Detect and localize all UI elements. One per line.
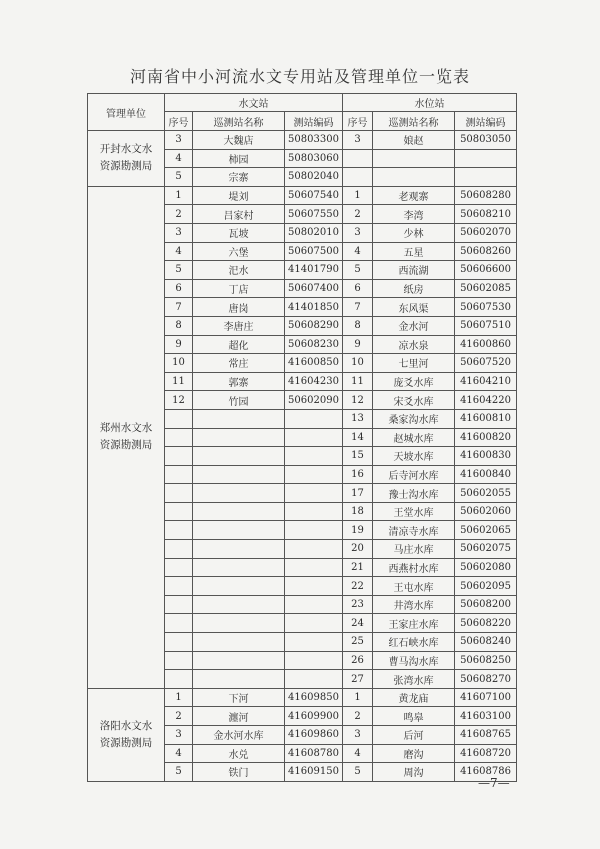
level-code-cell: 41608720 [455,744,517,763]
hydro-seq-cell: 4 [165,242,193,261]
hydro-code-cell [285,409,343,428]
hydro-name-cell: 宗寨 [193,168,285,187]
header-hydro-station: 水文站 [165,94,343,112]
level-name-cell: 后河 [373,726,455,745]
level-name-cell: 马庄水库 [373,540,455,559]
header-station-name: 巡测站名称 [193,112,285,131]
hydro-name-cell [193,447,285,466]
level-code-cell: 50608200 [455,595,517,614]
hydro-seq-cell: 3 [165,726,193,745]
header-seq: 序号 [165,112,193,131]
level-code-cell: 50607520 [455,354,517,373]
hydro-name-cell: 汜水 [193,261,285,280]
level-seq-cell [343,149,373,168]
level-code-cell [455,149,517,168]
management-unit-cell [88,688,165,781]
hydro-name-cell: 郭寨 [193,372,285,391]
hydro-name-cell: 六堡 [193,242,285,261]
level-name-cell: 天坡水库 [373,447,455,466]
level-name-cell: 红石峡水库 [373,633,455,652]
hydro-code-cell: 41608780 [285,744,343,763]
hydro-seq-cell: 5 [165,763,193,782]
hydro-seq-cell [165,484,193,503]
hydro-code-cell: 50602090 [285,391,343,410]
hydro-seq-cell: 11 [165,372,193,391]
hydro-seq-cell: 7 [165,298,193,317]
hydro-seq-cell: 1 [165,186,193,205]
level-name-cell: 李湾 [373,205,455,224]
hydro-code-cell: 50607540 [285,186,343,205]
level-name-cell: 金水河 [373,316,455,335]
level-seq-cell: 5 [343,763,373,782]
hydro-code-cell: 50608230 [285,335,343,354]
level-code-cell [455,168,517,187]
hydro-name-cell: 瀍河 [193,707,285,726]
level-code-cell: 41607100 [455,688,517,707]
level-seq-cell: 14 [343,428,373,447]
level-name-cell: 王家庄水库 [373,614,455,633]
hydro-seq-cell: 2 [165,707,193,726]
hydro-name-cell [193,409,285,428]
level-name-cell: 西燕村水库 [373,558,455,577]
table-row [88,186,517,205]
level-code-cell: 50602080 [455,558,517,577]
hydro-code-cell [285,521,343,540]
table-row [88,131,517,150]
hydro-seq-cell: 4 [165,744,193,763]
hydro-code-cell [285,558,343,577]
level-name-cell: 王屯水库 [373,577,455,596]
level-code-cell: 50602065 [455,521,517,540]
hydro-code-cell [285,633,343,652]
level-name-cell: 磨沟 [373,744,455,763]
hydro-seq-cell [165,540,193,559]
management-unit-cell [88,186,165,688]
hydro-seq-cell [165,428,193,447]
hydro-seq-cell [165,409,193,428]
hydro-name-cell: 超化 [193,335,285,354]
level-seq-cell: 22 [343,577,373,596]
level-name-cell: 庞爻水库 [373,372,455,391]
table-body [88,131,517,782]
level-code-cell: 50608220 [455,614,517,633]
hydro-name-cell: 水兑 [193,744,285,763]
hydro-name-cell: 瓦坡 [193,223,285,242]
hydro-code-cell [285,577,343,596]
level-seq-cell: 6 [343,279,373,298]
hydro-seq-cell [165,651,193,670]
level-code-cell: 50607530 [455,298,517,317]
level-name-cell: 王堂水库 [373,502,455,521]
page-title: 河南省中小河流水文专用站及管理单位一览表 [129,67,470,86]
level-code-cell: 50602070 [455,223,517,242]
management-unit-cell [88,131,165,187]
hydro-seq-cell [165,633,193,652]
hydro-code-cell: 50607400 [285,279,343,298]
level-code-cell: 41600860 [455,335,517,354]
level-seq-cell: 4 [343,744,373,763]
hydro-code-cell [285,670,343,689]
hydro-seq-cell [165,558,193,577]
level-name-cell: 后寺河水库 [373,465,455,484]
level-name-cell: 凉水泉 [373,335,455,354]
management-unit-label: 郑州水文水资源勘测局 [99,422,153,452]
level-seq-cell: 26 [343,651,373,670]
level-seq-cell: 7 [343,298,373,317]
hydro-name-cell: 丁店 [193,279,285,298]
hydro-code-cell [285,595,343,614]
level-seq-cell: 5 [343,261,373,280]
hydro-seq-cell [165,595,193,614]
level-seq-cell: 23 [343,595,373,614]
hydro-seq-cell: 5 [165,168,193,187]
hydro-seq-cell: 10 [165,354,193,373]
hydro-name-cell: 常庄 [193,354,285,373]
level-code-cell: 41608765 [455,726,517,745]
level-seq-cell: 10 [343,354,373,373]
level-name-cell: 桑家沟水库 [373,409,455,428]
level-seq-cell: 13 [343,409,373,428]
level-code-cell: 41600830 [455,447,517,466]
level-seq-cell: 20 [343,540,373,559]
level-code-cell: 41604220 [455,391,517,410]
level-code-cell: 50608260 [455,242,517,261]
level-seq-cell: 15 [343,447,373,466]
hydro-code-cell: 41609150 [285,763,343,782]
level-name-cell: 老观寨 [373,186,455,205]
hydro-name-cell: 竹园 [193,391,285,410]
hydro-name-cell [193,502,285,521]
level-code-cell: 41608786 [455,763,517,782]
level-code-cell: 50607510 [455,316,517,335]
hydro-code-cell: 41609850 [285,688,343,707]
hydro-name-cell: 铁门 [193,763,285,782]
hydro-code-cell [285,502,343,521]
hydro-name-cell [193,540,285,559]
level-name-cell: 少林 [373,223,455,242]
level-seq-cell: 9 [343,335,373,354]
hydro-code-cell: 50803300 [285,131,343,150]
hydro-name-cell: 大魏店 [193,131,285,150]
hydro-code-cell: 50607550 [285,205,343,224]
header-water-level-station: 水位站 [343,94,517,112]
level-name-cell: 张湾水库 [373,670,455,689]
level-seq-cell: 18 [343,502,373,521]
hydro-name-cell [193,670,285,689]
hydro-seq-cell: 9 [165,335,193,354]
level-code-cell: 50606600 [455,261,517,280]
level-seq-cell: 3 [343,223,373,242]
level-seq-cell: 17 [343,484,373,503]
station-table [87,93,517,782]
level-name-cell: 周沟 [373,763,455,782]
hydro-name-cell [193,651,285,670]
hydro-code-cell: 41604230 [285,372,343,391]
level-seq-cell: 3 [343,131,373,150]
hydro-seq-cell [165,502,193,521]
level-code-cell: 50803050 [455,131,517,150]
hydro-seq-cell: 12 [165,391,193,410]
level-seq-cell: 12 [343,391,373,410]
management-unit-label: 开封水文水资源勘测局 [99,143,153,173]
level-code-cell: 50608240 [455,633,517,652]
header-station-code: 测站编码 [455,112,517,131]
level-name-cell: 东风渠 [373,298,455,317]
level-seq-cell: 2 [343,205,373,224]
level-name-cell: 豫士沟水库 [373,484,455,503]
hydro-name-cell [193,484,285,503]
hydro-seq-cell [165,577,193,596]
level-name-cell: 黄龙庙 [373,688,455,707]
hydro-code-cell: 50608290 [285,316,343,335]
page-number: —7— [478,776,510,790]
level-code-cell: 41600840 [455,465,517,484]
level-seq-cell: 24 [343,614,373,633]
hydro-seq-cell: 6 [165,279,193,298]
header-station-code: 测站编码 [285,112,343,131]
level-seq-cell: 27 [343,670,373,689]
hydro-code-cell: 50802040 [285,168,343,187]
hydro-seq-cell: 5 [165,261,193,280]
hydro-seq-cell [165,670,193,689]
hydro-seq-cell [165,521,193,540]
table-row [88,688,517,707]
hydro-code-cell [285,465,343,484]
hydro-seq-cell [165,614,193,633]
hydro-seq-cell: 3 [165,131,193,150]
level-code-cell: 41604210 [455,372,517,391]
level-name-cell: 七里河 [373,354,455,373]
level-name-cell: 五星 [373,242,455,261]
header-unit: 管理单位 [88,94,165,131]
hydro-code-cell [285,428,343,447]
level-code-cell: 50608210 [455,205,517,224]
hydro-code-cell: 41401790 [285,261,343,280]
level-code-cell: 41600810 [455,409,517,428]
hydro-code-cell: 41609900 [285,707,343,726]
level-seq-cell: 8 [343,316,373,335]
level-name-cell: 清凉寺水库 [373,521,455,540]
header-seq: 序号 [343,112,373,131]
hydro-name-cell [193,558,285,577]
hydro-code-cell [285,651,343,670]
level-name-cell: 纸房 [373,279,455,298]
hydro-name-cell: 金水河水库 [193,726,285,745]
level-seq-cell: 2 [343,707,373,726]
hydro-seq-cell [165,465,193,484]
header-row-1 [88,94,517,112]
level-name-cell: 曹马沟水库 [373,651,455,670]
level-code-cell: 50608280 [455,186,517,205]
hydro-code-cell: 41600850 [285,354,343,373]
hydro-name-cell [193,595,285,614]
hydro-code-cell: 41401850 [285,298,343,317]
level-seq-cell: 4 [343,242,373,261]
level-code-cell: 50602055 [455,484,517,503]
level-code-cell: 50602085 [455,279,517,298]
hydro-name-cell [193,465,285,484]
level-seq-cell: 3 [343,726,373,745]
level-name-cell: 井湾水库 [373,595,455,614]
level-name-cell: 赵城水库 [373,428,455,447]
level-seq-cell: 16 [343,465,373,484]
header-station-name: 巡测站名称 [373,112,455,131]
hydro-seq-cell: 2 [165,205,193,224]
hydro-code-cell: 50803060 [285,149,343,168]
level-code-cell: 50602075 [455,540,517,559]
hydro-name-cell: 柿园 [193,149,285,168]
level-code-cell: 50608250 [455,651,517,670]
hydro-name-cell [193,614,285,633]
hydro-name-cell: 堤刘 [193,186,285,205]
hydro-name-cell: 下河 [193,688,285,707]
hydro-seq-cell: 8 [165,316,193,335]
level-name-cell [373,168,455,187]
hydro-name-cell: 唐岗 [193,298,285,317]
management-unit-label: 洛阳水文水资源勘测局 [99,719,153,749]
hydro-name-cell [193,521,285,540]
level-seq-cell: 11 [343,372,373,391]
level-seq-cell: 25 [343,633,373,652]
hydro-name-cell [193,577,285,596]
level-seq-cell [343,168,373,187]
hydro-code-cell: 41609860 [285,726,343,745]
hydro-seq-cell [165,447,193,466]
hydro-name-cell [193,428,285,447]
hydro-seq-cell: 1 [165,688,193,707]
level-seq-cell: 1 [343,186,373,205]
hydro-code-cell: 50802010 [285,223,343,242]
hydro-seq-cell: 4 [165,149,193,168]
level-code-cell: 50602095 [455,577,517,596]
hydro-code-cell: 50607500 [285,242,343,261]
level-name-cell: 西流湖 [373,261,455,280]
hydro-name-cell: 吕家村 [193,205,285,224]
hydro-name-cell: 李唐庄 [193,316,285,335]
hydro-code-cell [285,540,343,559]
level-name-cell: 娘赵 [373,131,455,150]
level-code-cell: 50602060 [455,502,517,521]
level-code-cell: 41603100 [455,707,517,726]
hydro-name-cell [193,633,285,652]
level-name-cell [373,149,455,168]
hydro-seq-cell: 3 [165,223,193,242]
level-seq-cell: 1 [343,688,373,707]
level-seq-cell: 19 [343,521,373,540]
level-code-cell: 50608270 [455,670,517,689]
level-code-cell: 41600820 [455,428,517,447]
hydro-code-cell [285,614,343,633]
level-name-cell: 宋爻水库 [373,391,455,410]
level-name-cell: 鸣皋 [373,707,455,726]
hydro-code-cell [285,447,343,466]
level-seq-cell: 21 [343,558,373,577]
hydro-code-cell [285,484,343,503]
